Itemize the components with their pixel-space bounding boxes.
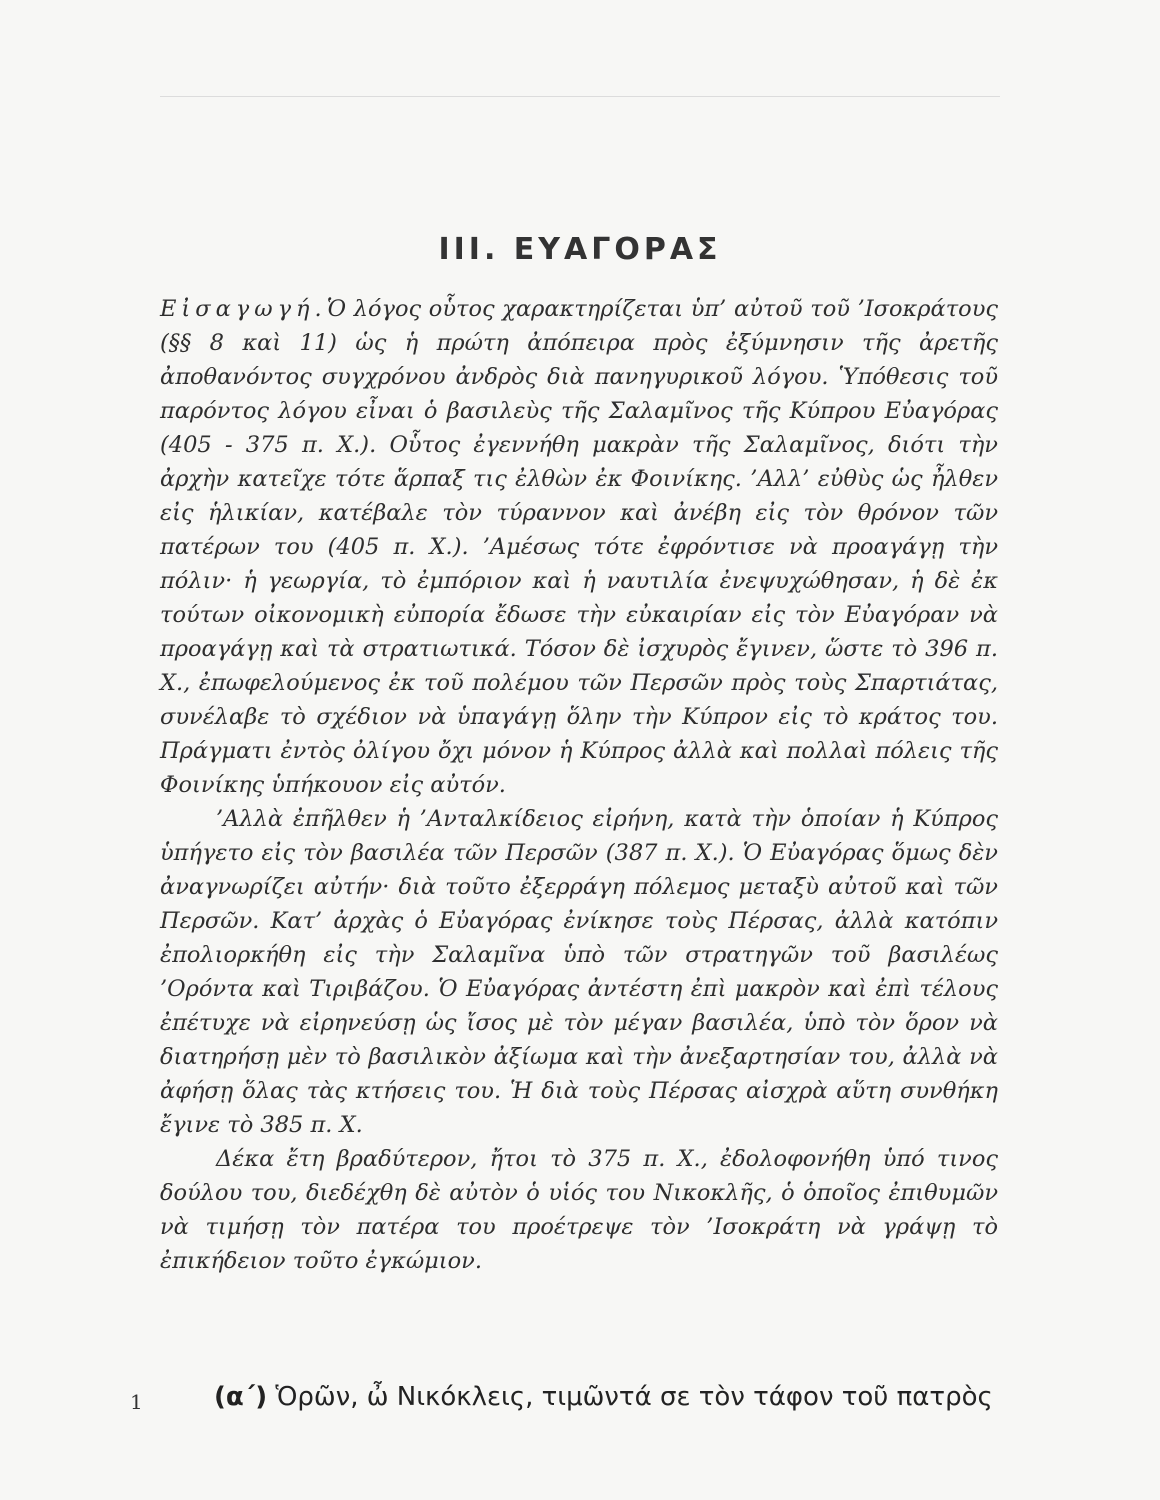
verse-text: Ὁρῶν, ὦ Νικόκλεις, τιμῶντά σε τὸν τάφον τοῦ πατρὸς	[275, 1382, 993, 1412]
intro-paragraph-1-body: Ὁ λόγος οὗτος χαρακτηρίζεται ὑπ’ αὐτοῦ τοῦ ’Ισοκράτους (§§ 8 καὶ 11) ὡς ἡ πρώτη ἀπόπειρα πρὸς ἐξύμνησιν τῆς ἀρετῆς ἀποθανόντος συγχρόνου ἀνδρὸς διὰ πανηγυρικοῦ λόγου. Ὑπόθεσις τοῦ παρόντος λόγου εἶναι ὁ βασιλεὺς τῆς Σαλαμῖνος τῆς Κύπρου Εὐαγόρας (405 - 375 π. Χ.). Οὗτος ἐγεννήθη μακρὰν τῆς Σαλαμῖνος, διότι τὴν ἀρχὴν κατεῖχε τότε ἅρπαξ τις ἐλθὼν ἐκ Φοινίκης. ’Αλλ’ εὐθὺς ὡς ἦλθεν εἰς ἡλικίαν, κατέβαλε τὸν τύραννον καὶ ἀνέβη εἰς τὸν θρόνον τῶν πατέρων του (405 π. Χ.). ’Αμέσως τότε ἐφρόντισε νὰ προαγάγῃ τὴν πόλιν· ἡ γεωργία, τὸ ἐμπόριον καὶ ἡ ναυτιλία ἐνεψυχώθησαν, ἡ δὲ ἐκ τούτων οἰκονομικὴ εὐπορία ἔδωσε τὴν εὐκαιρίαν εἰς τὸν Εὐαγόραν νὰ προαγάγῃ καὶ τὰ στρατιωτικά. Τόσον δὲ ἰσχυρὸς ἔγινεν, ὥστε τὸ 396 π. Χ., ἐπωφελούμενος ἐκ τοῦ πολέμου τῶν Περσῶν πρὸς τοὺς Σπαρτιάτας, συνέλαβε τὸ σχέδιον νὰ ὑπαγάγῃ ὅλην τὴν Κύπρον εἰς τὸ κράτος του. Πράγματι ἐντὸς ὀλίγου ὄχι μόνον ἡ Κύπρος ἀλλὰ καὶ πολλαὶ πόλεις τῆς Φοινίκης ὑπήκουον εἰς αὐτόν.	[160, 296, 998, 798]
chapter-heading: III. ΕΥΑΓΟΡΑΣ	[438, 232, 722, 267]
verse-line	[214, 1382, 1004, 1412]
verse-number: 1	[130, 1390, 143, 1414]
verse-marker: (α΄)	[214, 1382, 268, 1412]
introduction-text	[160, 292, 998, 1278]
intro-paragraph-1	[160, 292, 998, 802]
header-rule	[160, 90, 1000, 97]
intro-paragraph-2: ’Αλλὰ ἐπῆλθεν ἡ ’Ανταλκίδειος εἰρήνη, κατὰ τὴν ὁποίαν ἡ Κύπρος ὑπήγετο εἰς τὸν βασιλέα τῶν Περσῶν (387 π. Χ.). Ὁ Εὐαγόρας ὅμως δὲν ἀναγνωρίζει αὐτήν· διὰ τοῦτο ἐξερράγη πόλεμος μεταξὺ αὐτοῦ καὶ τῶν Περσῶν. Κατ’ ἀρχὰς ὁ Εὐαγόρας ἐνίκησε τοὺς Πέρσας, ἀλλὰ κατόπιν ἐπολιορκήθη εἰς τὴν Σαλαμῖνα ὑπὸ τῶν στρατηγῶν τοῦ βασιλέως ’Ορόντα καὶ Τιριβάζου. Ὁ Εὐαγόρας ἀντέστη ἐπὶ μακρὸν καὶ ἐπὶ τέλους ἐπέτυχε νὰ εἰρηνεύσῃ ὡς ἴσος μὲ τὸν μέγαν βασιλέα, ὑπὸ τὸν ὅρον νὰ διατηρήσῃ μὲν τὸ βασιλικὸν ἀξίωμα καὶ τὴν ἀνεξαρτησίαν του, ἀλλὰ νὰ ἀφήσῃ ὅλας τὰς κτήσεις του. Ἡ διὰ τοὺς Πέρσας αἰσχρὰ αὕτη συνθήκη ἔγινε τὸ 385 π. Χ.	[160, 806, 998, 1138]
intro-paragraph-3: Δέκα ἔτη βραδύτερον, ἤτοι τὸ 375 π. Χ., ἐδολοφονήθη ὑπό τινος δούλου του, διεδέχθη δὲ αὐτὸν ὁ υἱός του Νικοκλῆς, ὁ ὁποῖος ἐπιθυμῶν νὰ τιμήσῃ τὸν πατέρα του προέτρεψε τὸν ’Ισοκράτη νὰ γράψῃ τὸ ἐπικήδειον τοῦτο ἐγκώμιον.	[160, 1146, 998, 1274]
intro-label: Εἰσαγωγή.	[160, 296, 327, 322]
